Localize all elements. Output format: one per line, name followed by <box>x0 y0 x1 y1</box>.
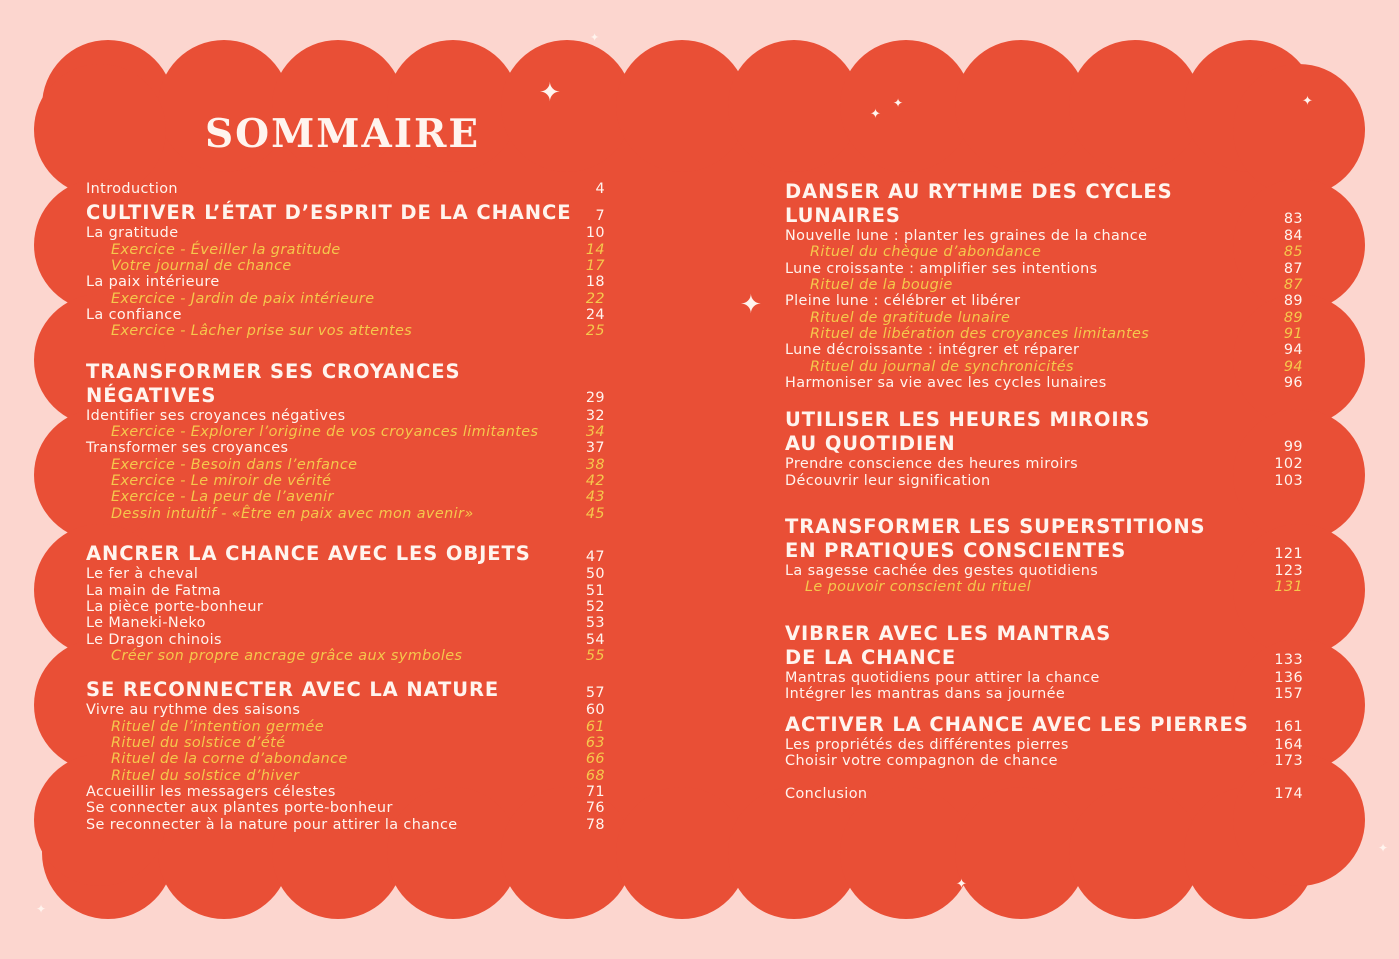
sparkle-icon: ✦ <box>36 902 47 916</box>
toc-entry <box>86 800 605 816</box>
section-title: TRANSFORMER LES SUPERSTITIONS EN PRATIQUES CONSCIENTES <box>785 515 1206 563</box>
toc-subentry <box>86 489 605 505</box>
toc-page-number: 76 <box>585 800 605 817</box>
page-scallop-shape <box>840 787 972 919</box>
toc-entry-label: Exercice - Jardin de paix intérieure <box>111 290 375 307</box>
toc-page-number: 17 <box>585 258 605 275</box>
section-title: ANCRER LA CHANCE AVEC LES OBJETS <box>86 542 531 566</box>
toc-entry-label: Rituel de la corne d’abondance <box>111 751 348 768</box>
toc-section <box>785 713 1303 770</box>
toc-subentry <box>86 648 605 664</box>
toc-entry-label: Exercice - Éveiller la gratitude <box>111 241 341 258</box>
toc-page-number: 37 <box>585 440 605 457</box>
toc-entry-label: Exercice - Explorer l’origine de vos croyances limitantes <box>111 424 539 441</box>
toc-entry-label: Le fer à cheval <box>86 566 199 583</box>
toc-page-number: 66 <box>585 751 605 768</box>
toc-section-heading <box>785 180 1303 228</box>
toc-entry <box>785 261 1303 277</box>
toc-page-number: 94 <box>1283 342 1303 359</box>
toc-entry-label: Introduction <box>86 181 178 197</box>
toc-page-number: 83 <box>1283 210 1303 227</box>
toc-entry-label: La gratitude <box>86 225 179 242</box>
sparkle-icon: ✦ <box>956 877 967 892</box>
sparkle-icon: ✦ <box>1378 841 1389 855</box>
toc-page-number: 52 <box>585 598 605 615</box>
toc-entry-label: Identifier ses croyances négatives <box>86 407 346 424</box>
toc-page-number: 84 <box>1283 228 1303 244</box>
toc-page-number: 173 <box>1274 752 1303 769</box>
toc-page-number: 96 <box>1283 375 1303 392</box>
toc-section-heading <box>785 622 1303 670</box>
toc-page-number: 123 <box>1274 563 1303 580</box>
toc-section-heading <box>86 201 605 225</box>
toc-page-number: 91 <box>1283 326 1303 343</box>
page-scallop-shape <box>34 64 166 196</box>
toc-page-number: 55 <box>585 647 605 664</box>
sparkle-icon: ✦ <box>1302 94 1313 109</box>
toc-page-number: 63 <box>585 734 605 751</box>
toc-entry-label: Exercice - Besoin dans l’enfance <box>111 456 358 473</box>
section-title: SE RECONNECTER AVEC LA NATURE <box>86 678 500 702</box>
toc-entry-label: Les propriétés des différentes pierres <box>785 736 1069 753</box>
toc-entry-label: Transformer ses croyances <box>86 440 289 457</box>
toc-entry-label: Exercice - La peur de l’avenir <box>111 489 334 506</box>
toc-subentry <box>86 768 605 784</box>
toc-page-number: 53 <box>585 615 605 632</box>
toc-entry <box>785 473 1303 489</box>
toc-entry-label: Exercice - Lâcher prise sur vos attentes <box>111 323 413 340</box>
toc-entry <box>785 342 1303 358</box>
toc-entry-label: Rituel de gratitude lunaire <box>810 309 1011 326</box>
page-scallop-shape <box>501 40 633 172</box>
toc-page-number: 68 <box>585 767 605 784</box>
toc-page-number: 38 <box>585 456 605 473</box>
sparkle-icon: ✦ <box>539 78 561 108</box>
page-scallop-shape <box>1069 787 1201 919</box>
toc-subentry <box>86 473 605 489</box>
toc-section-heading <box>785 515 1303 563</box>
toc-entry <box>86 615 605 631</box>
toc-page-number: 133 <box>1274 652 1303 669</box>
page-scallop-shape <box>955 40 1087 172</box>
toc-subentry <box>86 457 605 473</box>
toc-entry-label: Le Dragon chinois <box>86 631 222 648</box>
toc-page-number: 29 <box>585 390 605 407</box>
toc-entry-label: Découvrir leur signification <box>785 472 991 489</box>
toc-page-number: 161 <box>1274 719 1303 736</box>
toc-entry <box>86 632 605 648</box>
toc-entry <box>785 375 1303 391</box>
toc-subentry <box>86 719 605 735</box>
toc-page-number: 32 <box>585 407 605 424</box>
toc-page-number: 18 <box>585 274 605 291</box>
section-title: CULTIVER L’ÉTAT D’ESPRIT DE LA CHANCE <box>86 201 572 225</box>
toc-entry-label: Se reconnecter à la nature pour attirer la chance <box>86 816 458 833</box>
toc-entry-label: Se connecter aux plantes porte-bonheur <box>86 800 393 817</box>
toc-subentry <box>785 359 1303 375</box>
toc-section <box>86 542 605 664</box>
toc-subentry <box>86 506 605 522</box>
toc-entry-label: Rituel de libération des croyances limitantes <box>810 326 1150 343</box>
toc-page-number: 164 <box>1274 736 1303 753</box>
toc-entry-label: Créer son propre ancrage grâce aux symboles <box>111 647 463 664</box>
toc-entry <box>785 670 1303 686</box>
toc-page-number: 99 <box>1283 439 1303 456</box>
toc-section-heading <box>785 408 1303 456</box>
toc-entry-label: Le pouvoir conscient du rituel <box>805 579 1032 596</box>
toc-entry-label: Prendre conscience des heures miroirs <box>785 456 1079 473</box>
toc-entry <box>785 563 1303 579</box>
section-title: VIBRER AVEC LES MANTRAS DE LA CHANCE <box>785 621 1112 669</box>
toc-page-number: 94 <box>1283 358 1303 375</box>
toc-entry <box>86 181 605 197</box>
toc-page-number: 87 <box>1283 260 1303 277</box>
page-scallop-shape <box>840 40 972 172</box>
toc-section-heading <box>86 678 605 702</box>
toc-page-number: 157 <box>1274 686 1303 703</box>
toc-entry-label: Conclusion <box>785 786 868 803</box>
page-scallop-shape <box>1233 64 1365 196</box>
toc-page-number: 89 <box>1283 293 1303 310</box>
section-title: UTILISER LES HEURES MIROIRS AU QUOTIDIEN <box>785 408 1151 456</box>
toc-entry-label: La main de Fatma <box>86 582 222 599</box>
toc-entry-label: La pièce porte-bonheur <box>86 598 264 615</box>
toc-left-column <box>86 181 605 837</box>
toc-subentry <box>86 424 605 440</box>
toc-page-number: 71 <box>585 783 605 800</box>
toc-section-heading <box>86 360 605 408</box>
toc-entry-label: Votre journal de chance <box>111 258 292 275</box>
toc-section <box>86 360 605 522</box>
toc-page-number: 131 <box>1274 579 1303 596</box>
toc-entry-label: Exercice - Le miroir de vérité <box>111 473 332 490</box>
toc-entry-label: Lune croissante : amplifier ses intentions <box>785 260 1098 277</box>
toc-page-number: 87 <box>1283 277 1303 294</box>
toc-entry-label: Le Maneki-Neko <box>86 615 206 632</box>
toc-entry <box>86 274 605 290</box>
toc-entry <box>86 225 605 241</box>
toc-page-number: 50 <box>585 566 605 583</box>
toc-entry-label: Choisir votre compagnon de chance <box>785 752 1058 769</box>
toc-entry-label: Rituel du journal de synchronicités <box>810 358 1074 375</box>
toc-page-number: 54 <box>585 631 605 648</box>
toc-subentry <box>86 735 605 751</box>
toc-subentry <box>86 258 605 274</box>
toc-page-number: 61 <box>585 718 605 735</box>
toc-entry-label: La sagesse cachée des gestes quotidiens <box>785 563 1099 580</box>
toc-entry <box>785 786 1303 802</box>
toc-section-heading <box>785 713 1303 737</box>
toc-page-number: 42 <box>585 473 605 490</box>
toc-entry <box>785 228 1303 244</box>
toc-entry-label: Mantras quotidiens pour attirer la chance <box>785 669 1100 686</box>
toc-page-number: 102 <box>1274 456 1303 473</box>
sparkle-icon: ✦ <box>740 290 762 320</box>
toc-entry <box>785 737 1303 753</box>
toc-subentry <box>785 244 1303 260</box>
toc-page-number: 14 <box>585 241 605 258</box>
toc-entry <box>785 686 1303 702</box>
toc-page-number: 24 <box>585 307 605 324</box>
toc-entry <box>86 307 605 323</box>
toc-entry-label: Accueillir les messagers célestes <box>86 783 336 800</box>
toc-subentry <box>785 277 1303 293</box>
toc-section <box>785 180 1303 391</box>
toc-entry <box>86 599 605 615</box>
page-scallop-shape <box>1069 40 1201 172</box>
section-title: TRANSFORMER SES CROYANCES NÉGATIVES <box>86 359 461 407</box>
section-title: DANSER AU RYTHME DES CYCLES LUNAIRES <box>785 180 1173 227</box>
toc-page-number: 60 <box>585 702 605 719</box>
section-title: ACTIVER LA CHANCE AVEC LES PIERRES <box>785 712 1249 736</box>
toc-entry-label: Rituel de la bougie <box>810 277 953 294</box>
page-scallop-shape <box>955 787 1087 919</box>
toc-page-number: 136 <box>1274 669 1303 686</box>
toc-entry-label: Lune décroissante : intégrer et réparer <box>785 342 1080 359</box>
toc-page-number: 121 <box>1274 545 1303 562</box>
toc-subentry <box>86 242 605 258</box>
sparkle-icon: ✦ <box>590 31 600 44</box>
toc-section-heading <box>86 542 605 566</box>
toc-subentry <box>785 310 1303 326</box>
toc-page-number: 89 <box>1283 309 1303 326</box>
toc-page-number: 7 <box>595 208 605 224</box>
toc-entry-label: Rituel du solstice d’hiver <box>111 767 300 784</box>
toc-entry-label: Nouvelle lune : planter les graines de la chance <box>785 228 1148 244</box>
toc-section <box>86 678 605 833</box>
toc-entry <box>86 817 605 833</box>
toc-right-column <box>785 180 1303 807</box>
toc-section <box>785 515 1303 596</box>
toc-entry-label: Dessin intuitif - «Être en paix avec mon avenir» <box>111 505 474 522</box>
toc-page-number: 57 <box>585 684 605 701</box>
toc-page-number: 25 <box>585 323 605 340</box>
toc-entry <box>86 784 605 800</box>
toc-page-number: 85 <box>1283 244 1303 261</box>
toc-entry <box>785 753 1303 769</box>
toc-entry <box>86 566 605 582</box>
toc-page-number: 34 <box>585 424 605 441</box>
toc-section <box>785 622 1303 703</box>
toc-page-number: 4 <box>595 181 605 197</box>
toc-entry <box>86 702 605 718</box>
toc-page-number: 45 <box>585 505 605 522</box>
toc-entry-label: Rituel de l’intention germée <box>111 718 325 735</box>
page-title: SOMMAIRE <box>205 111 481 157</box>
toc-page-number: 174 <box>1274 786 1303 803</box>
toc-subentry <box>785 579 1303 595</box>
toc-section <box>785 408 1303 489</box>
toc-page-number: 51 <box>585 582 605 599</box>
toc-page-number: 10 <box>585 225 605 242</box>
toc-entry-label: Intégrer les mantras dans sa journée <box>785 686 1066 703</box>
toc-entry-label: La confiance <box>86 307 182 324</box>
toc-entry-label: Pleine lune : célébrer et libérer <box>785 293 1021 310</box>
toc-entry <box>785 293 1303 309</box>
sparkle-icon: ✦ <box>870 107 881 122</box>
toc-page-number: 103 <box>1274 472 1303 489</box>
toc-entry-label: Rituel du solstice d’été <box>111 734 286 751</box>
toc-page-number: 78 <box>585 816 605 833</box>
toc-entry <box>86 583 605 599</box>
sparkle-icon: ✦ <box>893 96 904 110</box>
toc-subentry <box>785 326 1303 342</box>
toc-entry-label: Vivre au rythme des saisons <box>86 702 301 719</box>
toc-subentry <box>86 323 605 339</box>
toc-entry <box>86 440 605 456</box>
toc-subentry <box>86 291 605 307</box>
toc-entry <box>86 408 605 424</box>
toc-entry-label: La paix intérieure <box>86 274 220 291</box>
toc-page-number: 43 <box>585 489 605 506</box>
toc-page-number: 47 <box>585 548 605 565</box>
toc-subentry <box>86 751 605 767</box>
toc-entry-label: Rituel du chèque d’abondance <box>810 244 1042 261</box>
toc-entry-label: Harmoniser sa vie avec les cycles lunaires <box>785 375 1107 392</box>
toc-page-number: 22 <box>585 290 605 307</box>
toc-entry <box>785 456 1303 472</box>
toc-section <box>86 201 605 339</box>
